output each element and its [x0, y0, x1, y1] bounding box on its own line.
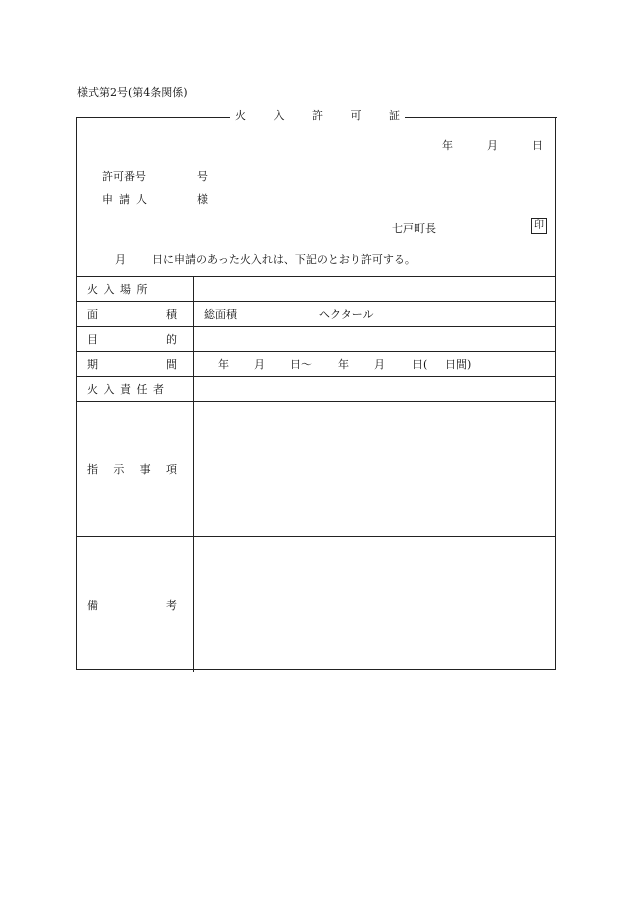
permit-form: [76, 109, 556, 670]
period-label-char: 間: [166, 358, 177, 371]
applicant-label: 申請人: [102, 193, 153, 206]
period-year-2: 年: [338, 358, 349, 371]
instructions-label-char: 事: [139, 463, 151, 476]
period-month-1: 月: [254, 358, 265, 371]
form-header: [77, 117, 555, 277]
remarks-label-char: 備: [87, 598, 98, 612]
period-month-2: 月: [374, 358, 385, 371]
instructions-label-char: 示: [113, 463, 125, 476]
applicant-row: [102, 191, 208, 207]
table-row: [77, 301, 555, 326]
table-row: [77, 401, 555, 536]
purpose-label-char: 目: [87, 333, 98, 346]
period-label: [77, 352, 194, 376]
instructions-value: [194, 402, 555, 536]
table-row: [77, 351, 555, 376]
location-label-text: 火 入 場 所: [87, 283, 149, 296]
title-char: 入: [273, 109, 285, 122]
area-unit: ヘクタール: [319, 308, 374, 321]
period-year-1: 年: [218, 358, 229, 371]
remarks-value: [194, 537, 555, 672]
details-table: [77, 276, 555, 672]
permit-statement: [115, 251, 416, 267]
remarks-label-char: 考: [166, 598, 177, 612]
instructions-label-char: 指: [87, 463, 98, 476]
period-day-1: 日～: [290, 358, 312, 371]
date-month: 月: [487, 139, 498, 152]
title-char: 許: [312, 109, 323, 122]
date-day: 日: [532, 139, 543, 152]
period-day-2: 日(: [412, 358, 428, 371]
purpose-label-char: 的: [166, 333, 177, 346]
instructions-label-char: 項: [165, 463, 177, 476]
area-label-char: 面: [87, 308, 98, 321]
table-row: [77, 326, 555, 351]
area-label-char: 積: [166, 308, 177, 321]
location-value: [194, 277, 555, 301]
permit-number-label: 許可番号: [102, 170, 146, 183]
period-value: [194, 352, 555, 376]
table-row: [77, 536, 555, 672]
area-total-label: 総面積: [204, 308, 237, 321]
table-row: [77, 376, 555, 401]
applicant-suffix: 様: [197, 193, 208, 206]
location-label: [77, 277, 194, 301]
purpose-value: [194, 327, 555, 351]
issue-date: [442, 137, 543, 153]
responsible-label: [77, 377, 194, 401]
period-label-char: 期: [87, 358, 98, 371]
statement-month: 月: [115, 253, 126, 266]
table-row: [77, 276, 555, 301]
period-days: 日間): [445, 358, 472, 371]
form-caption: 様式第2号(第4条関係): [77, 86, 188, 99]
instructions-label: [77, 402, 194, 536]
date-year: 年: [442, 139, 453, 152]
title-char: 証: [389, 109, 400, 122]
permit-number-row: [102, 168, 208, 184]
responsible-value: [194, 377, 555, 401]
area-label: [77, 302, 194, 326]
seal-mark: 印: [531, 218, 547, 234]
issuer-name: 七戸町長: [392, 222, 436, 235]
area-value: [194, 302, 555, 326]
remarks-label: [77, 537, 194, 672]
title-char: 火: [235, 109, 246, 122]
title-char: 可: [350, 109, 362, 122]
permit-number-suffix: 号: [197, 170, 208, 183]
statement-text: 日に申請のあった火入れは、下記のとおり許可する。: [152, 253, 416, 266]
responsible-label-text: 火 入 責 任 者: [87, 383, 165, 396]
purpose-label: [77, 327, 194, 351]
